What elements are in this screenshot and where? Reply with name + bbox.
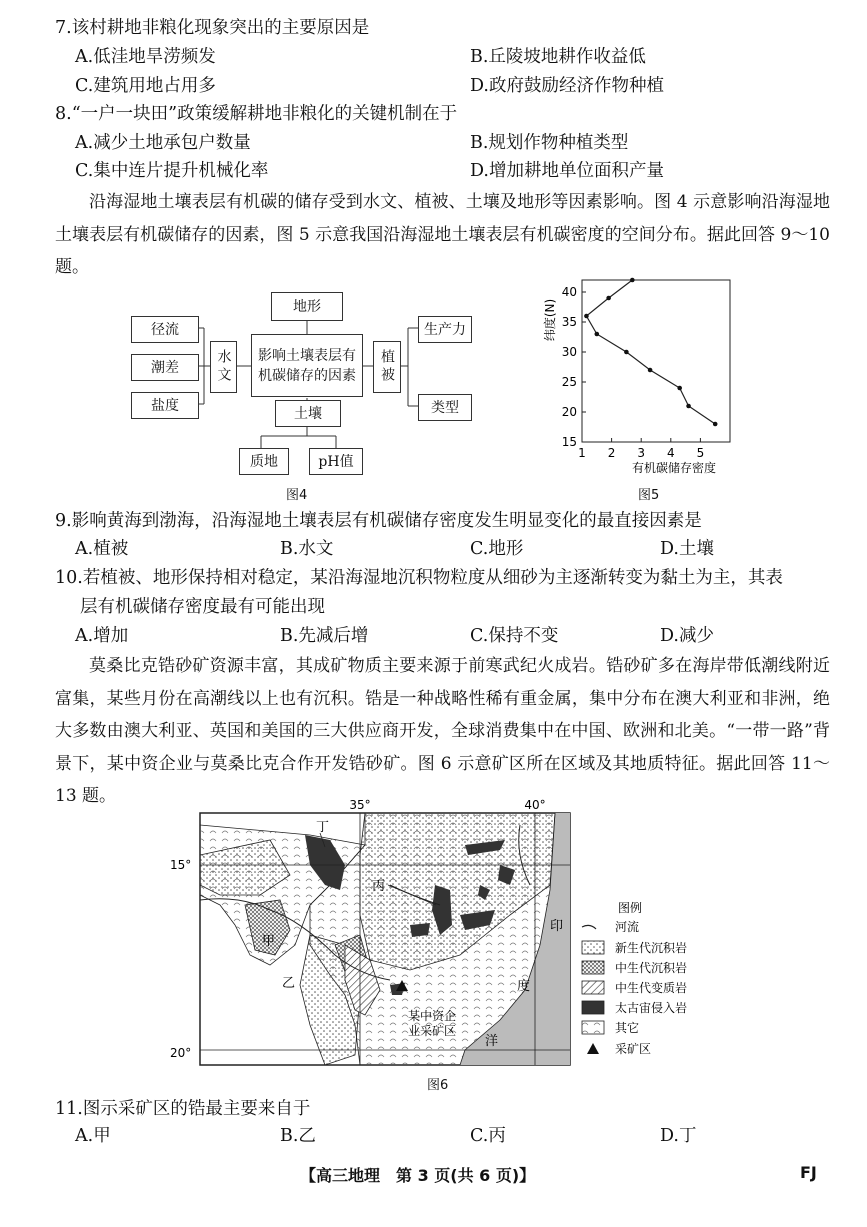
label-jia: 甲	[262, 934, 276, 949]
data-point	[630, 278, 635, 283]
lat-20: 20°	[170, 1046, 192, 1060]
x-tick-label: 4	[666, 446, 675, 460]
figure-4-caption: 图4	[286, 488, 308, 503]
data-point	[606, 296, 611, 301]
y-tick-label: 20	[561, 405, 577, 419]
x-tick-label: 5	[696, 446, 705, 460]
q11-option-b: B.乙	[280, 1126, 316, 1146]
figure-5-caption: 图5	[638, 488, 660, 503]
passage-carbon: 沿海湿地土壤表层有机碳的储存受到水文、植被、土壤及地形等因素影响。图 4 示意影响沿海湿地土壤表层有机碳储存的因素，图 5 示意我国沿海湿地土壤表层有机碳密度的空间分布。据此回答 9～10 题。	[55, 192, 830, 277]
q7-option-a: A.低洼地旱涝频发	[75, 47, 216, 67]
y-tick-label: 35	[561, 315, 577, 329]
q11-option-d: D.丁	[660, 1126, 697, 1146]
legend-archean: 太古宙侵入岩	[615, 1001, 688, 1015]
factor-ph: pH值	[309, 448, 363, 475]
data-point	[584, 314, 589, 319]
factor-productivity: 生产力	[418, 316, 472, 343]
q8-option-a: A.减少土地承包户数量	[75, 133, 251, 153]
x-tick-label: 2	[607, 446, 616, 460]
data-point	[648, 368, 653, 373]
y-tick-label: 25	[561, 375, 577, 389]
y-tick-label: 30	[561, 345, 577, 359]
legend-other: 其它	[615, 1021, 640, 1035]
factor-vegetation: 植被	[373, 341, 401, 393]
factor-tidal-range: 潮差	[131, 354, 199, 381]
mine-label-line2: 业采矿区	[408, 1024, 457, 1038]
q8-option-c: C.集中连片提升机械化率	[75, 161, 269, 181]
q9-stem: 9.影响黄海到渤海，沿海湿地土壤表层有机碳储存密度发生明显变化的最直接因素是	[55, 511, 702, 531]
label-ding: 丁	[316, 820, 330, 835]
x-tick-label: 1	[578, 446, 586, 460]
q10-stem-line2: 层有机碳储存密度最有可能出现	[80, 597, 325, 617]
lat-15: 15°	[170, 858, 192, 872]
factor-center: 影响土壤表层有机碳储存的因素	[251, 334, 363, 397]
legend-river-symbol	[582, 925, 596, 929]
ocean-char-1: 印	[550, 919, 564, 934]
q8-stem: 8.“一户一块田”政策缓解耕地非粮化的关键机制在于	[55, 104, 458, 124]
map-legend	[582, 900, 687, 1056]
data-line	[586, 280, 715, 424]
data-point	[624, 350, 629, 355]
passage-zircon: 莫桑比克锆砂矿资源丰富，其成矿物质主要来源于前寒武纪火成岩。锆砂矿多在海岸带低潮线附近富集，某些月份在高潮线以上也有沉积。锆是一种战略性稀有重金属，集中分布在澳大利亚和非洲，绝大多数由澳大利亚、英国和美国的三大供应商开发，全球消费集中在中国、欧洲和北美。“一带一路”背景下，某中资企业与莫桑比克合作开发锆砂矿。图 6 示意矿区所在区域及其地质特征。据此回答 11～13 题。	[55, 656, 830, 806]
data-point	[686, 404, 691, 409]
legend-river: 河流	[615, 920, 640, 934]
q9-option-a: A.植被	[75, 539, 129, 559]
y-axis-label: 纬度(N)	[543, 298, 557, 342]
x-tick-label: 3	[637, 446, 646, 460]
factor-soil: 土壤	[275, 400, 341, 427]
q7-option-d: D.政府鼓励经济作物种植	[470, 76, 664, 96]
factor-veg-type: 类型	[418, 394, 472, 421]
q11-option-c: C.丙	[470, 1126, 506, 1146]
y-tick-label: 40	[561, 285, 577, 299]
q7-option-b: B.丘陵坡地耕作收益低	[470, 47, 646, 67]
q10-option-d: D.减少	[660, 626, 714, 646]
legend-mesozoic-sed: 中生代沉积岩	[615, 961, 688, 975]
y-tick-label: 15	[561, 435, 577, 449]
q7-stem: 7.该村耕地非粮化现象突出的主要原因是	[55, 18, 370, 38]
factor-runoff: 径流	[131, 316, 199, 343]
mine-label-line1: 某中资企	[408, 1009, 457, 1023]
figure-6-caption: 图6	[427, 1078, 449, 1093]
lon-40: 40°	[524, 798, 546, 812]
q10-option-c: C.保持不变	[470, 626, 559, 646]
q10-option-b: B.先减后增	[280, 626, 369, 646]
footer-code: FJ	[800, 1163, 817, 1182]
legend-cenozoic: 新生代沉积岩	[615, 941, 688, 955]
legend-mesozoic-meta: 中生代变质岩	[615, 981, 688, 995]
figure-4-diagram	[128, 288, 473, 478]
q11-option-a: A.甲	[75, 1126, 111, 1146]
x-axis-label: 有机碳储存密度	[631, 461, 717, 475]
figure-5-chart	[538, 272, 738, 478]
factor-texture: 质地	[239, 448, 289, 475]
data-point	[713, 422, 718, 427]
legend-mine: 采矿区	[615, 1042, 652, 1056]
q7-option-c: C.建筑用地占用多	[75, 76, 216, 96]
q9-option-b: B.水文	[280, 539, 334, 559]
q10-stem-line1: 10.若植被、地形保持相对稳定，某沿海湿地沉积物粒度从细砂为主逐渐转变为黏土为主，其表	[55, 568, 783, 588]
chart-frame	[582, 280, 730, 442]
q9-option-d: D.土壤	[660, 539, 714, 559]
data-point	[677, 386, 682, 391]
ocean-char-3: 洋	[485, 1034, 499, 1049]
ocean-char-2: 度	[517, 979, 531, 994]
data-point	[595, 332, 600, 337]
factor-salinity: 盐度	[131, 392, 199, 419]
legend-title: 图例	[618, 901, 643, 915]
factor-hydrology: 水文	[210, 341, 237, 393]
q9-option-c: C.地形	[470, 539, 524, 559]
q11-stem: 11.图示采矿区的锆最主要来自于	[55, 1099, 311, 1119]
page-footer: 【高三地理 第 3 页(共 6 页)】	[300, 1166, 536, 1185]
factor-terrain: 地形	[271, 292, 343, 321]
label-bing: 丙	[372, 879, 386, 894]
figure-6-map	[160, 795, 705, 1090]
q8-option-b: B.规划作物种植类型	[470, 133, 629, 153]
q10-option-a: A.增加	[75, 626, 129, 646]
lon-35: 35°	[349, 798, 371, 812]
q8-option-d: D.增加耕地单位面积产量	[470, 161, 664, 181]
label-yi: 乙	[282, 976, 296, 991]
